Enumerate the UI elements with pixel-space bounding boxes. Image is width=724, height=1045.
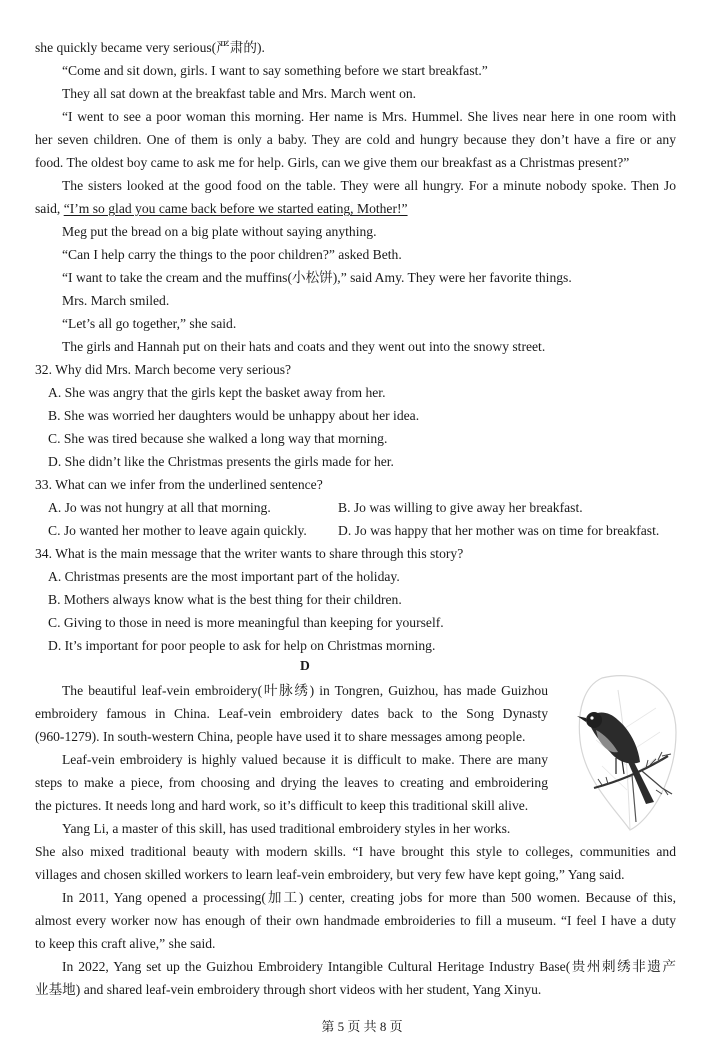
passage-line: She also mixed traditional beauty with modern skills. “I have brought this style to colleges, communities and	[35, 844, 676, 859]
story-line: Meg put the bread on a big plate without saying anything.	[62, 224, 377, 239]
story-line: Mrs. March smiled.	[62, 293, 170, 308]
q33-option-b[interactable]: B. Jo was willing to give away her breakfast.	[338, 500, 583, 515]
passage-line: embroidery famous in China. Leaf-vein embroidery dates back to the Song Dynasty	[35, 706, 548, 721]
passage-line: villages and chosen skilled workers to learn leaf-vein embroidery, but very few have kept going,” Yang said.	[35, 867, 625, 882]
q33-option-a[interactable]: A. Jo was not hungry at all that morning.	[48, 500, 271, 515]
story-line: “I want to take the cream and the muffins(小松饼),” said Amy. They were her favorite things.	[62, 270, 572, 285]
passage-line: almost every worker now has enough of their own handmade embroideries to fill a museum. “I feel I have a duty	[35, 913, 676, 928]
q32-option-c[interactable]: C. She was tired because she walked a long way that morning.	[48, 431, 388, 446]
passage-line: 业基地) and shared leaf-vein embroidery through short videos with her student, Yang Xinyu.	[35, 982, 542, 997]
story-line: “Come and sit down, girls. I want to say something before we start breakfast.”	[62, 63, 488, 78]
question-34-stem: 34. What is the main message that the writer wants to share through this story?	[35, 546, 464, 561]
story-text: said,	[35, 201, 64, 216]
q34-option-c[interactable]: C. Giving to those in need is more meaningful than keeping for yourself.	[48, 615, 444, 630]
story-line: “Can I help carry the things to the poor children?” asked Beth.	[62, 247, 402, 262]
story-line: The sisters looked at the good food on the table. They were all hungry. For a minute nobody spoke. Then Jo	[62, 178, 676, 193]
story-line	[35, 200, 408, 218]
q33-option-d[interactable]: D. Jo was happy that her mother was on time for breakfast.	[338, 523, 660, 538]
question-33-stem: 33. What can we infer from the underlined sentence?	[35, 477, 323, 492]
q32-option-d[interactable]: D. She didn’t like the Christmas presents the girls made for her.	[48, 454, 394, 469]
passage-line: to keep this craft alive,” she said.	[35, 936, 216, 951]
story-line: “Let’s all go together,” she said.	[62, 316, 237, 331]
story-line: food. The oldest boy came to ask me for help. Girls, can we give them our breakfast as a Christmas present?”	[35, 155, 630, 170]
page-number: 第 5 页 共 8 页	[321, 1019, 403, 1034]
underlined-sentence: “I’m so glad you came back before we started eating, Mother!”	[63, 201, 408, 216]
story-line: They all sat down at the breakfast table and Mrs. March went on.	[62, 86, 417, 101]
passage-line: Leaf-vein embroidery is highly valued because it is difficult to make. There are many	[62, 752, 548, 767]
passage-line: The beautiful leaf-vein embroidery(叶脉绣) in Tongren, Guizhou, has made Guizhou	[62, 683, 548, 698]
passage-line: In 2022, Yang set up the Guizhou Embroidery Intangible Cultural Heritage Industry Base(贵州刺绣非遗产	[62, 959, 676, 974]
q34-option-d[interactable]: D. It’s important for poor people to ask for help on Christmas morning.	[48, 638, 436, 653]
story-line: The girls and Hannah put on their hats and coats and they went out into the snowy street.	[62, 339, 546, 354]
q33-option-c[interactable]: C. Jo wanted her mother to leave again quickly.	[48, 523, 307, 538]
story-line: her seven children. One of them is only a baby. They are cold and hungry because they don’t have a fire or any	[35, 132, 676, 147]
story-line: she quickly became very serious(严肃的).	[35, 40, 265, 55]
story-line: “I went to see a poor woman this morning. Her name is Mrs. Hummel. She lives near here in one room with	[62, 109, 676, 124]
passage-line: (960-1279). In south-western China, people have used it to share messages among people.	[35, 729, 526, 744]
q34-option-b[interactable]: B. Mothers always know what is the best thing for their children.	[48, 592, 402, 607]
question-32-stem: 32. Why did Mrs. March become very serious?	[35, 362, 292, 377]
passage-line: steps to make a piece, from choosing and drying the leaves to creating and embroidering	[35, 775, 548, 790]
passage-line: Yang Li, a master of this skill, has used traditional embroidery styles in her works.	[62, 821, 511, 836]
q32-option-b[interactable]: B. She was worried her daughters would be unhappy about her idea.	[48, 408, 420, 423]
embroidery-bird-illustration	[572, 670, 680, 835]
passage-line: In 2011, Yang opened a processing(加工) center, creating jobs for more than 500 women. Because of this,	[62, 890, 676, 905]
q34-option-a[interactable]: A. Christmas presents are the most important part of the holiday.	[48, 569, 400, 584]
passage-line: the pictures. It needs long and hard work, so it’s difficult to keep this traditional skill alive.	[35, 798, 529, 813]
q32-option-a[interactable]: A. She was angry that the girls kept the basket away from her.	[48, 385, 386, 400]
section-heading: D	[300, 658, 310, 673]
